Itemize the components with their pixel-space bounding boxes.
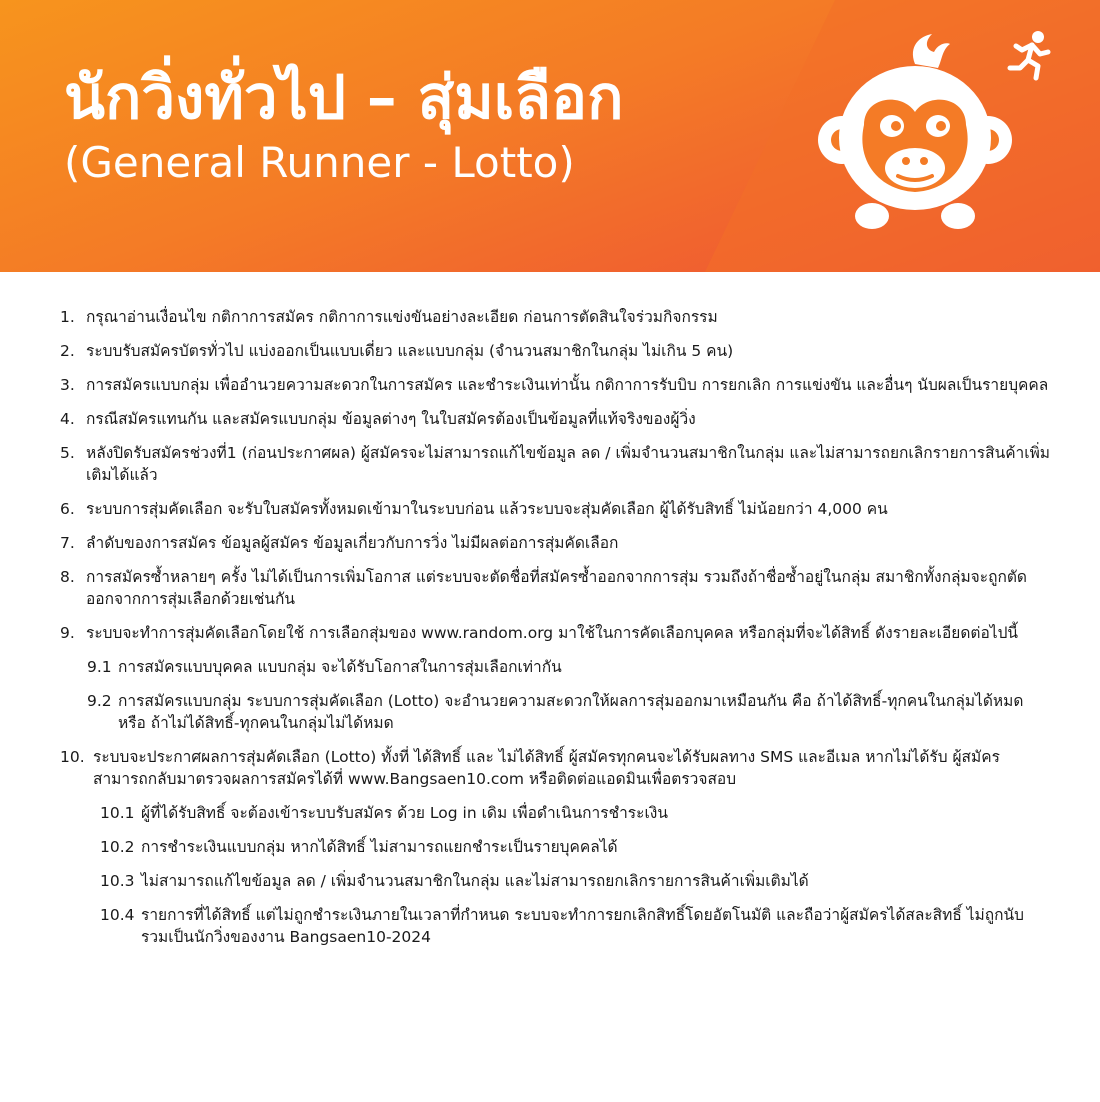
rule-item-6 — [60, 498, 1050, 520]
monkey-mascot-icon — [812, 30, 1017, 230]
rule-text: การสมัครซ้ำหลายๆ ครั้ง ไม่ได้เป็นการเพิ่มโอกาส แต่ระบบจะตัดชื่อที่สมัครซ้ำออกจากการสุ่ม รวมถึงถ้าชื่อซ้ำอยู่ในกลุ่ม สมาชิกทั้งกลุ่มจะถูกตัดออกจากการสุ่มเลือกด้วยเช่นกัน — [86, 568, 1027, 608]
rule-text: กรณีสมัครแทนกัน และสมัครแบบกลุ่ม ข้อมูลต่างๆ ในใบสมัครต้องเป็นข้อมูลที่แท้จริงของผู้วิ่ง — [86, 410, 696, 428]
subrule-text: ไม่สามารถแก้ไขข้อมูล ลด / เพิ่มจำนวนสมาชิกในกลุ่ม และไม่สามารถยกเลิกรายการสินค้าเพิ่มเติมได้ — [141, 872, 809, 890]
subrule-item-10-2 — [60, 836, 1050, 858]
rule-text: ระบบจะทำการสุ่มคัดเลือกโดยใช้ การเลือกสุ่มของ www.random.org มาใช้ในการคัดเลือกบุคคล หรือกลุ่มที่จะได้สิทธิ์ ดังรายละเอียดต่อไปนี้ — [86, 624, 1019, 642]
subrule-text: รายการที่ได้สิทธิ์ แต่ไม่ถูกชำระเงินภายในเวลาที่กำหนด ระบบจะทำการยกเลิกสิทธิ์โดยอัตโนมัติ และถือว่าผู้สมัครได้สละสิทธิ์ ไม่ถูกนับรวมเป็นนักวิ่งของงาน Bangsaen10-2024 — [141, 906, 1024, 946]
rule-text: หลังปิดรับสมัครช่วงที่1 (ก่อนประกาศผล) ผู้สมัครจะไม่สามารถแก้ไขข้อมูล ลด / เพิ่มจำนวนสมาชิกในกลุ่ม และไม่สามารถยกเลิกรายการสินค้าเพิ่มเติมได้แล้ว — [86, 444, 1050, 484]
running-person-icon — [1002, 28, 1058, 84]
title-english: (General Runner - Lotto) — [64, 138, 575, 187]
subrule-item-10-1 — [60, 802, 1050, 824]
rule-item-4 — [60, 408, 1050, 430]
rule-text: กรุณาอ่านเงื่อนไข กติกาการสมัคร กติกาการแข่งขันอย่างละเอียด ก่อนการตัดสินใจร่วมกิจกรรม — [86, 308, 718, 326]
subrule-number: 10.3 — [100, 872, 135, 890]
rule-item-8 — [60, 566, 1050, 610]
subrule-number: 10.4 — [100, 906, 135, 924]
rules-list — [60, 306, 1050, 960]
subrule-item-10-4 — [60, 904, 1050, 948]
rule-item-3 — [60, 374, 1050, 396]
rule-text: ระบบรับสมัครบัตรทั่วไป แบ่งออกเป็นแบบเดี่ยว และแบบกลุ่ม (จำนวนสมาชิกในกลุ่ม ไม่เกิน 5 คน) — [86, 342, 734, 360]
subrule-number: 10.2 — [100, 838, 135, 856]
rule-number: 4. — [60, 410, 75, 428]
rule-text: ระบบจะประกาศผลการสุ่มคัดเลือก (Lotto) ทั้งที่ ได้สิทธิ์ และ ไม่ได้สิทธิ์ ผู้สมัครทุกคนจะได้รับผลทาง SMS และอีเมล หากไม่ได้รับ ผู้สมัครสามารถกลับมาตรวจผลการสมัครได้ที่ www.Bangsaen10.com หรือติดต่อแอดมินเพื่อตรวจสอบ — [93, 748, 1000, 788]
rule-item-1 — [60, 306, 1050, 328]
rule-number: 6. — [60, 500, 75, 518]
subrule-item-10-3 — [60, 870, 1050, 892]
rule-item-5 — [60, 442, 1050, 486]
rule-item-7 — [60, 532, 1050, 554]
rule-number: 2. — [60, 342, 75, 360]
rule-number: 3. — [60, 376, 75, 394]
subrule-number: 10.1 — [100, 804, 135, 822]
rule-item-2 — [60, 340, 1050, 362]
rule-number: 9. — [60, 624, 75, 642]
subrule-text: การสมัครแบบกลุ่ม ระบบการสุ่มคัดเลือก (Lotto) จะอำนวยความสะดวกให้ผลการสุ่มออกมาเหมือนกัน คือ ถ้าได้สิทธิ์-ทุกคนในกลุ่มได้หมด หรือ ถ้าไม่ได้สิทธิ์-ทุกคนในกลุ่มไม่ได้หมด — [118, 692, 1024, 732]
rule-item-9 — [60, 622, 1050, 644]
subrule-text: การชำระเงินแบบกลุ่ม หากได้สิทธิ์ ไม่สามารถแยกชำระเป็นรายบุคคลได้ — [141, 838, 618, 856]
subrule-number: 9.1 — [87, 658, 112, 676]
rule-number: 10. — [60, 748, 85, 766]
subrule-number: 9.2 — [87, 692, 112, 710]
rule-number: 5. — [60, 444, 75, 462]
header-banner — [0, 0, 1100, 272]
rule-item-10 — [60, 746, 1050, 790]
rule-number: 7. — [60, 534, 75, 552]
subrule-text: ผู้ที่ได้รับสิทธิ์ จะต้องเข้าระบบรับสมัคร ด้วย Log in เดิม เพื่อดำเนินการชำระเงิน — [141, 804, 668, 822]
subrule-text: การสมัครแบบบุคคล แบบกลุ่ม จะได้รับโอกาสในการสุ่มเลือกเท่ากัน — [118, 658, 562, 676]
rule-number: 1. — [60, 308, 75, 326]
rule-text: ลำดับของการสมัคร ข้อมูลผู้สมัคร ข้อมูลเกี่ยวกับการวิ่ง ไม่มีผลต่อการสุ่มคัดเลือก — [86, 534, 619, 552]
subrule-item-9-2 — [60, 690, 1050, 734]
subrule-item-9-1 — [60, 656, 1050, 678]
title-thai: นักวิ่งทั่วไป – สุ่มเลือก — [64, 63, 624, 133]
rule-number: 8. — [60, 568, 75, 586]
rule-text: ระบบการสุ่มคัดเลือก จะรับใบสมัครทั้งหมดเข้ามาในระบบก่อน แล้วระบบจะสุ่มคัดเลือก ผู้ได้รับสิทธิ์ ไม่น้อยกว่า 4,000 คน — [86, 500, 888, 518]
rule-text: การสมัครแบบกลุ่ม เพื่ออำนวยความสะดวกในการสมัคร และชำระเงินเท่านั้น กติกาการรับบิบ การยกเลิก การแข่งขัน และอื่นๆ นับผลเป็นรายบุคคล — [86, 376, 1049, 394]
